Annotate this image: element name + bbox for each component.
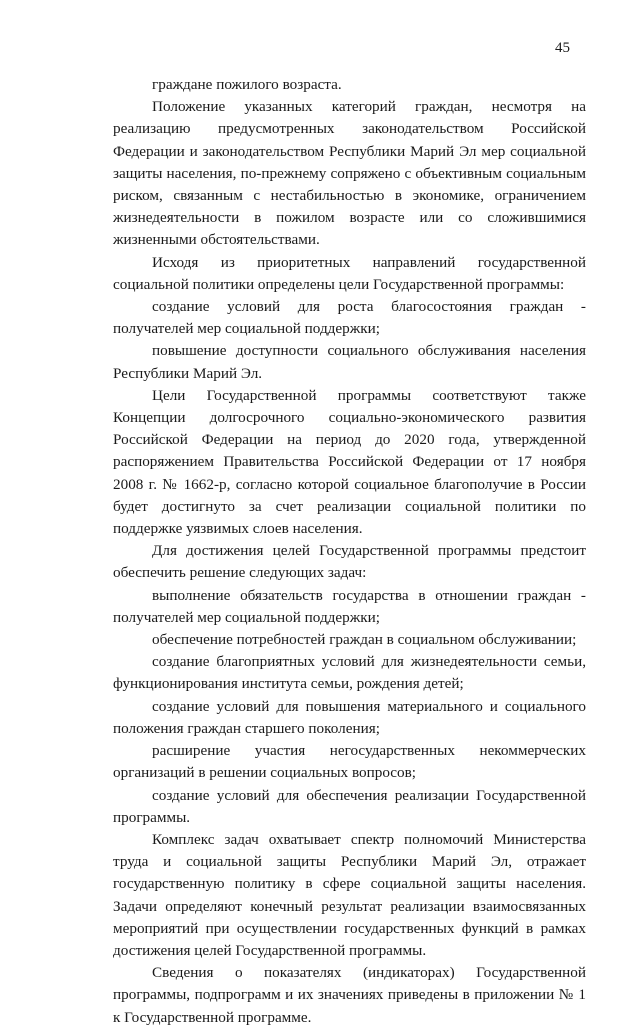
- paragraph-14: Комплекс задач охватывает спектр полномочий Министерства труда и социальной защиты Республики Марий Эл, отражает государственную политику в сфере социальной защиты населения. Задачи определяют конечный результат реализации взаимосвязанных мероприятий при осуществлении государственных функций в рамках достижения целей Государственной программы.: [113, 830, 586, 959]
- paragraph-5: повышение доступности социального обслуживания населения Республики Марий Эл.: [113, 342, 586, 382]
- paragraph-6: Цели Государственной программы соответствуют также Концепции долгосрочного социально-экономического развития Российской Федерации на период до 2020 года, утвержденной распоряжением Правительства Российской Федерации от 17 ноября 2008 г. № 1662-р, согласно которой социальное благополучие в России будет достигнуто за счет реализации социальной политики по поддержке уязвимых слоев населения.: [113, 386, 586, 538]
- paragraph-15: Сведения о показателях (индикаторах) Государственной программы, подпрограмм и их значениях приведены в приложении № 1 к Государственной программе.: [113, 964, 586, 1026]
- paragraph-4: создание условий для роста благосостояния граждан - получателей мер социальной поддержки;: [113, 298, 586, 338]
- paragraph-9: обеспечение потребностей граждан в социальном обслуживании;: [152, 631, 577, 649]
- paragraph-10: создание благоприятных условий для жизнедеятельности семьи, функционирования института семьи, рождения детей;: [113, 653, 586, 693]
- paragraph-13: создание условий для обеспечения реализации Государственной программы.: [113, 786, 586, 826]
- paragraph-11: создание условий для повышения материального и социального положения граждан старшего поколения;: [113, 697, 586, 737]
- paragraph-12: расширение участия негосударственных некоммерческих организаций в решении социальных вопросов;: [113, 742, 586, 782]
- page-number: 45: [555, 40, 570, 56]
- paragraph-7: Для достижения целей Государственной программы предстоит обеспечить решение следующих задач:: [113, 542, 586, 582]
- paragraph-1: граждане пожилого возраста.: [152, 76, 342, 93]
- document-body: [113, 74, 586, 1029]
- paragraph-2: Положение указанных категорий граждан, несмотря на реализацию предусмотренных законодательством Российской Федерации и законодательством Республики Марий Эл мер социальной защиты населения, по-прежнему сопряжено с объективным социальным риском, связанным с нестабильностью в экономике, ограничением жизнедеятельности в пожилом возрасте или со сложившимися жизненными обстоятельствами.: [113, 98, 586, 249]
- paragraph-8: выполнение обязательств государства в отношении граждан - получателей мер социальной поддержки;: [113, 586, 586, 626]
- paragraph-3: Исходя из приоритетных направлений государственной социальной политики определены цели Государственной программы:: [113, 253, 586, 293]
